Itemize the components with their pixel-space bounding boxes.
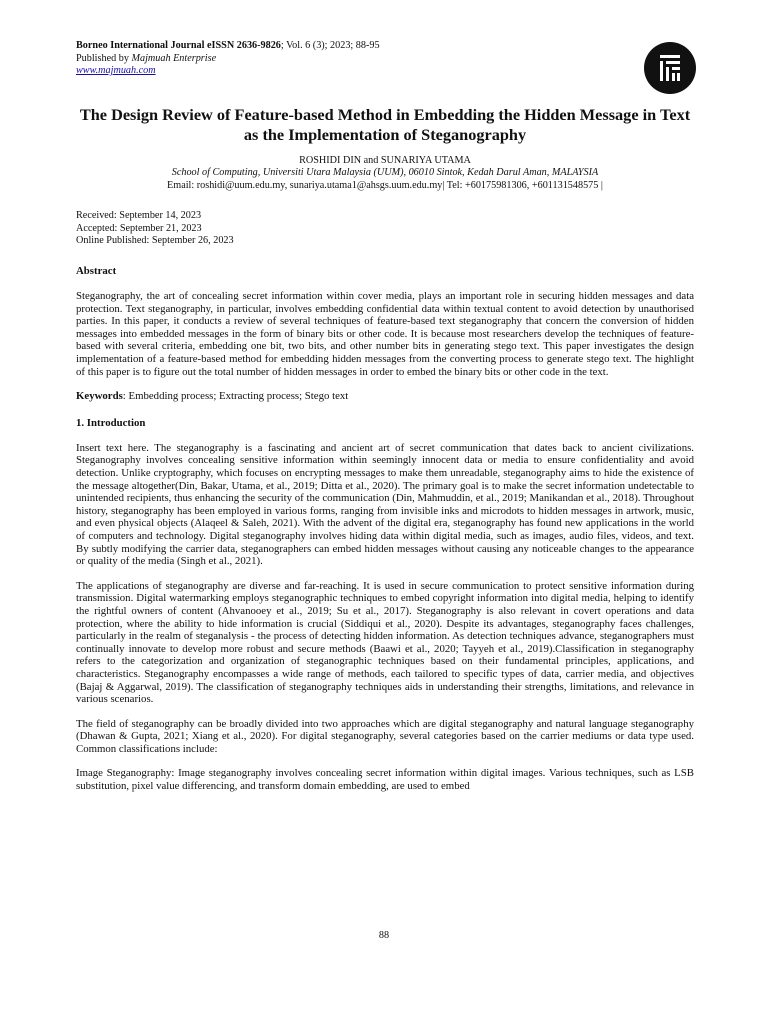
- published-prefix: Published by: [76, 52, 132, 64]
- journal-name: Borneo International Journal eISSN 2636-9826: [76, 40, 281, 51]
- keywords-label: Keywords: [76, 390, 123, 403]
- article-title: The Design Review of Feature-based Method in Embedding the Hidden Message in Text as the Implementation of Steganography: [79, 104, 691, 144]
- abstract-section: [76, 265, 694, 378]
- published-date: Online Published: September 26, 2023: [76, 235, 234, 247]
- page-number: 88: [378, 930, 390, 941]
- article-page: [76, 40, 694, 793]
- journal-header: [76, 40, 694, 78]
- author-block: [76, 155, 694, 193]
- accepted-date: Accepted: September 21, 2023: [76, 222, 202, 234]
- keywords: [76, 390, 694, 403]
- author-names: ROSHIDI DIN and SUNARIYA UTAMA: [299, 154, 471, 166]
- abstract-text: Steganography, the art of concealing secret information within cover media, plays an important role in securing hidden messages and data protection. Text steganography, in particular, involves embedding confidential data within textual content to avoid detection by unauthorised parties. In this paper, it conducts a review of several techniques of feature-based text steganography that concern the conversion of hidden messages into embedded messages in the form of binary bits or other code. It is because most researchers develop the techniques of feature-based with several criteria, embedding one bit, two bits, and other number bits in generating stego text. This paper investigates the design implementation of a feature-based method for embedding hidden messages from the converting process to generate stego text. The highlight of this paper is to figure out the total number of hidden messages in order to embed the binary bits or other code in the text.: [76, 290, 694, 378]
- author-contact: Email: roshidi@uum.edu.my, sunariya.utama1@ahsgs.uum.edu.my| Tel: +60175981306, +601131548575 |: [167, 179, 603, 191]
- journal-website-link[interactable]: www.majmuah.com: [76, 65, 156, 76]
- abstract-heading: Abstract: [76, 265, 117, 278]
- introduction-heading: 1. Introduction: [76, 416, 146, 429]
- keywords-text: : Embedding process; Extracting process; Stego text: [122, 390, 349, 403]
- author-affiliation: School of Computing, Universiti Utara Malaysia (UUM), 06010 Sintok, Kedah Darul Aman, MALAYSIA: [171, 167, 599, 179]
- publisher-name: Majmuah Enterprise: [131, 52, 217, 64]
- intro-paragraph: Insert text here. The steganography is a fascinating and ancient art of secret communication that dates back to ancient civilizations. Steganography involves concealing sensitive information within seemingly innocent data or media to ensure confidentiality and avoid detection. Unlike cryptography, which focuses on encrypting messages to make them unreadable, steganography aims to hide the existence of the message altogether(Din, Bakar, Utama, et al., 2019; Ditta et al., 2020). The primary goal is to make the secret information undetectable to unintended recipients, thus enhancing the security of the communication (Din, Mahmuddin, et al., 2019; Manikandan et al., 2018). Throughout history, steganography has been employed in various forms, ranging from invisible inks and microdots to hidden messages in artwork, music, and even physical objects (Alaqeel & Saleh, 2021). With the advent of the digital era, steganography has found new applications in the world of computers and technology. Digital steganography involves hiding data within digital media, such as images, audio files, videos, and text. By subtly modifying the carrier data, steganographers can embed hidden messages without causing any noticeable changes to the appearance or quality of the media (Singh et al., 2021).: [76, 441, 694, 568]
- received-date: Received: September 14, 2023: [76, 210, 202, 222]
- article-dates: [76, 210, 694, 248]
- journal-volume: ; Vol. 6 (3); 2023; 88-95: [280, 40, 380, 51]
- intro-paragraph: The field of steganography can be broadly divided into two approaches which are digital steganography and natural language steganography (Dhawan & Gupta, 2021; Xiang et al., 2020). For digital steganography, several categories based on the carrier mediums or data type used. Common classifications include:: [76, 717, 694, 755]
- intro-paragraph: Image Steganography: Image steganography involves concealing secret information within digital images. Various techniques, such as LSB substitution, pixel value differencing, and transform domain embedding, are used to embed: [76, 767, 694, 793]
- intro-paragraph: The applications of steganography are diverse and far-reaching. It is used in secure communication to protect sensitive information during transmission. Digital watermarking employs steganographic techniques to embed copyright information into digital media, helping to identify the rightful owners of content (Ahvanooey et al., 2019; Su et al., 2017). Steganography is also relevant in covert operations and data protection, where the ability to hide information is crucial (Siddiqui et al., 2020). Despite its advantages, steganography faces challenges, particularly in the realm of steganalysis - the process of detecting hidden information. As detection techniques advance, steganographers must continually innovate to develop more robust and secure methods (Baawi et al., 2020; Tayyeh et al., 2019).Classification in steganography refers to the categorization and organization of steganographic techniques based on their fundamental principles, applications, and characteristics. Steganography encompasses a wide range of methods, each tailored to specific types of data, carrier media, and objectives (Bajaj & Aggarwal, 2019). The classification of steganography techniques aids in understanding their strengths, limitations, and relevance in various scenarios.: [76, 579, 694, 706]
